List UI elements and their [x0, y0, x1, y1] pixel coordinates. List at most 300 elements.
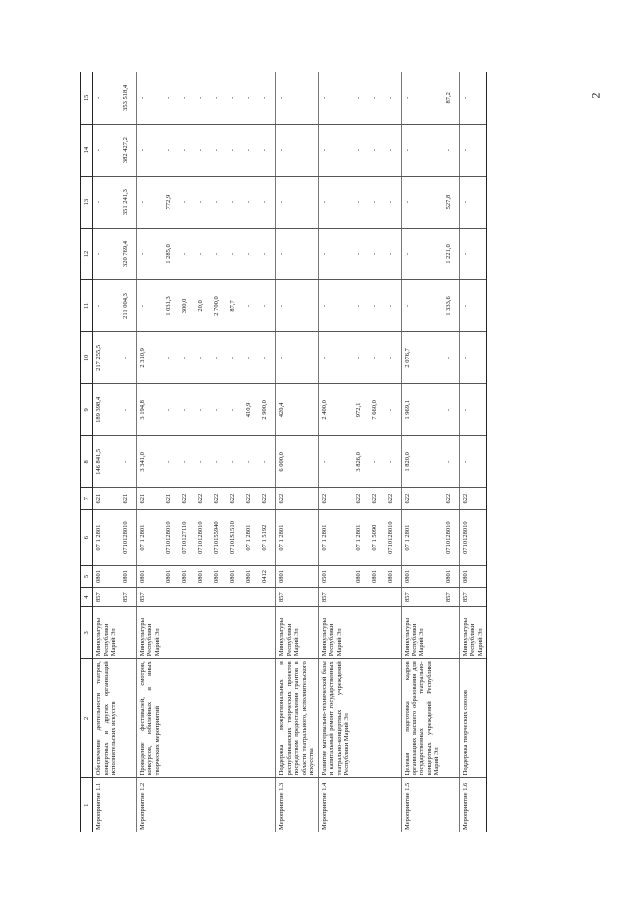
column-header: 4 — [81, 587, 93, 606]
table-cell-c5: 0801 — [353, 566, 369, 588]
table-cell-c5: 0801 — [385, 566, 402, 588]
table-cell-c10: 2 310,9 — [136, 332, 163, 384]
table-cell-c4 — [369, 587, 385, 606]
table-cell-c8: - — [120, 436, 137, 488]
table-cell-c10: - — [459, 332, 486, 384]
table-cell-c14: - — [318, 124, 352, 176]
table-cell-c8: - — [163, 436, 179, 488]
table-cell-c13: - — [211, 176, 227, 228]
table-cell-c7: 622 — [401, 488, 443, 510]
table-cell-c1 — [163, 778, 179, 832]
table-cell-c5: 0801 — [243, 566, 259, 588]
table-cell-c6: 07 1 2801 — [318, 509, 352, 565]
table-cell-c7: 622 — [459, 488, 486, 510]
table-cell-c10: - — [276, 332, 318, 384]
table-cell-c14: - — [93, 124, 120, 176]
table-cell-c10: - — [179, 332, 195, 384]
table-cell-c3: Минкультуры Республики Марий Эл — [276, 607, 318, 659]
table-cell-c14: - — [369, 124, 385, 176]
table-cell-c10: - — [243, 332, 259, 384]
table-cell-c3: Минкультуры Республики Марий Эл — [318, 607, 352, 659]
table-cell-c6: 0710128010 — [443, 509, 460, 565]
table-cell-c4 — [163, 587, 179, 606]
table-cell-c8: - — [211, 436, 227, 488]
table-cell-c5: 0801 — [136, 566, 163, 588]
table-cell-c9: - — [443, 384, 460, 436]
table-cell-c4: 857 — [120, 587, 137, 606]
table-cell-c11: 2 700,0 — [211, 280, 227, 332]
table-cell-c5: 0801 — [443, 566, 460, 588]
table-cell-c5: 0412 — [259, 566, 276, 588]
table-cell-c6: 07 1 2801 — [93, 509, 120, 565]
table-cell-c9: 410,9 — [243, 384, 259, 436]
column-header: 13 — [81, 176, 93, 228]
table-cell-c1 — [259, 778, 276, 832]
table-cell-c12: - — [318, 228, 352, 280]
table-cell-c6: 07 1 2801 — [136, 509, 163, 565]
table-cell-c12: - — [353, 228, 369, 280]
table-cell-c6: 0710128010 — [120, 509, 137, 565]
column-header: 12 — [81, 228, 93, 280]
table-cell-c15: - — [195, 72, 211, 124]
table-cell-c3 — [443, 607, 460, 659]
table-cell-c2 — [227, 659, 243, 778]
table-cell-c1 — [195, 778, 211, 832]
table-cell-c15: - — [353, 72, 369, 124]
table-cell-c8: - — [459, 436, 486, 488]
table-row — [459, 72, 486, 832]
table-cell-c14: - — [227, 124, 243, 176]
table-cell-c9: 189 398,4 — [93, 384, 120, 436]
table-cell-c14: - — [163, 124, 179, 176]
column-header: 9 — [81, 384, 93, 436]
table-cell-c14: 382 427,2 — [120, 124, 137, 176]
table-cell-c12: - — [211, 228, 227, 280]
table-cell-c5: 0501 — [318, 566, 352, 588]
table-cell-c7: 622 — [318, 488, 352, 510]
table-cell-c11: - — [369, 280, 385, 332]
table-cell-c5: 0801 — [401, 566, 443, 588]
table-cell-c8: 6 000,0 — [276, 436, 318, 488]
table-cell-c4 — [243, 587, 259, 606]
table-row — [195, 72, 211, 832]
table-cell-c1: Мероприятие 1.2 — [136, 778, 163, 832]
table-cell-c5: 0801 — [227, 566, 243, 588]
table-cell-c9: 972,1 — [353, 384, 369, 436]
table-cell-c11: - — [136, 280, 163, 332]
table-cell-c2 — [369, 659, 385, 778]
table-cell-c6: 07 1 2801 — [276, 509, 318, 565]
table-cell-c14: - — [459, 124, 486, 176]
table-cell-c3 — [259, 607, 276, 659]
table-cell-c7: 622 — [259, 488, 276, 510]
table-cell-c15: - — [259, 72, 276, 124]
table-cell-c15: - — [243, 72, 259, 124]
table-cell-c6: 07 1 5090 — [369, 509, 385, 565]
table-cell-c10: 2 076,7 — [401, 332, 443, 384]
table-cell-c3 — [369, 607, 385, 659]
table-cell-c12: - — [227, 228, 243, 280]
table-cell-c2 — [179, 659, 195, 778]
table-cell-c6: 07 1 2801 — [353, 509, 369, 565]
table-cell-c2: Развитие материально-технической базы и капитальный ремонт государственных театрально-концертных учреждений Республики Марий Эл — [318, 659, 352, 778]
table-cell-c8: 146 841,5 — [93, 436, 120, 488]
table-cell-c10: - — [443, 332, 460, 384]
table-cell-c5: 0801 — [276, 566, 318, 588]
table-row — [211, 72, 227, 832]
table-cell-c8: - — [443, 436, 460, 488]
table-cell-c7: 622 — [385, 488, 402, 510]
table-cell-c10: - — [369, 332, 385, 384]
table-cell-c13: - — [227, 176, 243, 228]
table-cell-c14: - — [243, 124, 259, 176]
table-row — [243, 72, 259, 832]
table-cell-c3 — [353, 607, 369, 659]
table-cell-c13: 351 241,3 — [120, 176, 137, 228]
table-cell-c1 — [369, 778, 385, 832]
table-cell-c10: - — [259, 332, 276, 384]
table-cell-c10: - — [163, 332, 179, 384]
page-number: 2 — [588, 92, 603, 99]
table-cell-c1: Мероприятие 1.3 — [276, 778, 318, 832]
table-row — [93, 72, 120, 832]
rotated-table-container — [80, 72, 560, 832]
header-row — [81, 72, 93, 832]
table-cell-c3: Минкультуры Республики Марий Эл — [136, 607, 163, 659]
table-cell-c7: 622 — [353, 488, 369, 510]
table-cell-c1: Мероприятие 1.1 — [93, 778, 120, 832]
table-cell-c1 — [443, 778, 460, 832]
table-cell-c12: - — [195, 228, 211, 280]
table-cell-c5: 0801 — [195, 566, 211, 588]
table-cell-c15: - — [136, 72, 163, 124]
table-cell-c1 — [211, 778, 227, 832]
table-cell-c12: 1 221,0 — [443, 228, 460, 280]
table-cell-c11: - — [276, 280, 318, 332]
table-cell-c1 — [243, 778, 259, 832]
table-cell-c7: 622 — [443, 488, 460, 510]
table-cell-c5: 0801 — [211, 566, 227, 588]
table-cell-c2 — [195, 659, 211, 778]
table-cell-c15: - — [93, 72, 120, 124]
table-cell-c13: - — [195, 176, 211, 228]
table-row — [443, 72, 460, 832]
table-cell-c8: - — [179, 436, 195, 488]
column-header: 7 — [81, 488, 93, 510]
table-cell-c5: 0801 — [93, 566, 120, 588]
table-cell-c1 — [227, 778, 243, 832]
table-cell-c11: - — [353, 280, 369, 332]
table-cell-c4 — [259, 587, 276, 606]
table-cell-c13: - — [136, 176, 163, 228]
table-cell-c15: - — [163, 72, 179, 124]
table-cell-c9: - — [120, 384, 137, 436]
table-cell-c12: - — [259, 228, 276, 280]
table-cell-c4 — [385, 587, 402, 606]
table-cell-c4 — [195, 587, 211, 606]
table-cell-c1: Мероприятие 1.4 — [318, 778, 352, 832]
table-cell-c4: 857 — [93, 587, 120, 606]
table-cell-c14: - — [136, 124, 163, 176]
table-cell-c8: - — [369, 436, 385, 488]
table-cell-c9: 7 660,0 — [369, 384, 385, 436]
table-cell-c15: - — [385, 72, 402, 124]
table-cell-c13: - — [259, 176, 276, 228]
table-cell-c13: 772,9 — [163, 176, 179, 228]
table-cell-c1: Мероприятие 1.6 — [459, 778, 486, 832]
table-cell-c7: 622 — [227, 488, 243, 510]
table-cell-c1 — [385, 778, 402, 832]
table-cell-c13: - — [401, 176, 443, 228]
table-cell-c9: 2 400,0 — [318, 384, 352, 436]
table-cell-c12: - — [179, 228, 195, 280]
table-cell-c6: 07 1 2801 — [243, 509, 259, 565]
table-cell-c2: Обеспечение деятельности театров, концертных и других организаций исполнительских искусств — [93, 659, 120, 778]
table-cell-c4 — [179, 587, 195, 606]
table-cell-c3 — [385, 607, 402, 659]
table-cell-c8: - — [318, 436, 352, 488]
table-cell-c12: - — [459, 228, 486, 280]
table-cell-c14: - — [401, 124, 443, 176]
table-cell-c2: Поддержка творческих союзов — [459, 659, 486, 778]
table-row — [276, 72, 318, 832]
table-cell-c10: - — [120, 332, 137, 384]
table-cell-c15: - — [276, 72, 318, 124]
table-cell-c2 — [353, 659, 369, 778]
table-cell-c6: 07 1 2801 — [401, 509, 443, 565]
table-cell-c6: 07101S1510 — [227, 509, 243, 565]
table-cell-c8: - — [195, 436, 211, 488]
table-cell-c9: - — [459, 384, 486, 436]
table-cell-c15: 353 518,4 — [120, 72, 137, 124]
table-cell-c6: 0710128010 — [459, 509, 486, 565]
table-cell-c4 — [353, 587, 369, 606]
table-cell-c6: 0710128010 — [385, 509, 402, 565]
table-row — [179, 72, 195, 832]
table-cell-c2: Проведение фестивалей, смотров, конкурсов, юбилейных и иных творческих мероприятий — [136, 659, 163, 778]
table-cell-c2 — [385, 659, 402, 778]
table-cell-c2 — [211, 659, 227, 778]
table-cell-c9: 420,4 — [276, 384, 318, 436]
table-cell-c15: - — [318, 72, 352, 124]
table-cell-c12: - — [136, 228, 163, 280]
table-cell-c6: 0710155940 — [211, 509, 227, 565]
table-cell-c11: 1 333,6 — [443, 280, 460, 332]
table-cell-c4 — [211, 587, 227, 606]
table-cell-c13: - — [243, 176, 259, 228]
column-header: 11 — [81, 280, 93, 332]
table-cell-c10: - — [227, 332, 243, 384]
table-cell-c6: 0710127110 — [179, 509, 195, 565]
table-cell-c15: - — [227, 72, 243, 124]
table-cell-c11: 1 031,3 — [163, 280, 179, 332]
budget-table — [80, 72, 487, 832]
table-cell-c12: - — [93, 228, 120, 280]
table-cell-c5: 0801 — [163, 566, 179, 588]
table-cell-c11: - — [93, 280, 120, 332]
table-cell-c7: 621 — [163, 488, 179, 510]
column-header: 15 — [81, 72, 93, 124]
table-cell-c9: 3 194,8 — [136, 384, 163, 436]
table-cell-c2 — [163, 659, 179, 778]
table-row — [369, 72, 385, 832]
table-cell-c4 — [227, 587, 243, 606]
table-cell-c11: - — [385, 280, 402, 332]
column-header: 14 — [81, 124, 93, 176]
table-cell-c8: - — [259, 436, 276, 488]
table-row — [401, 72, 443, 832]
table-cell-c7: 622 — [243, 488, 259, 510]
table-cell-c4: 857 — [276, 587, 318, 606]
table-cell-c7: 622 — [179, 488, 195, 510]
column-header: 6 — [81, 509, 93, 565]
table-cell-c13: 527,8 — [443, 176, 460, 228]
table-cell-c11: 87,7 — [227, 280, 243, 332]
column-header: 5 — [81, 566, 93, 588]
table-cell-c14: - — [211, 124, 227, 176]
table-cell-c3 — [243, 607, 259, 659]
table-row — [353, 72, 369, 832]
table-cell-c2: Поддержка межрегиональных и республиканских творческих проектов посредством предоставления грантов в области театрального, исполнительского искусства — [276, 659, 318, 778]
table-cell-c4: 857 — [136, 587, 163, 606]
table-cell-c8: - — [243, 436, 259, 488]
table-row — [120, 72, 137, 832]
table-cell-c9: - — [385, 384, 402, 436]
table-cell-c6: 0710128010 — [195, 509, 211, 565]
table-cell-c15: 87,2 — [443, 72, 460, 124]
table-cell-c8: - — [385, 436, 402, 488]
table-cell-c13: - — [369, 176, 385, 228]
table-cell-c8: - — [227, 436, 243, 488]
table-cell-c15: - — [179, 72, 195, 124]
table-cell-c2 — [443, 659, 460, 778]
table-cell-c11: - — [318, 280, 352, 332]
table-cell-c5: 0801 — [120, 566, 137, 588]
table-cell-c2 — [259, 659, 276, 778]
table-cell-c11: - — [243, 280, 259, 332]
table-cell-c14: - — [259, 124, 276, 176]
table-cell-c8: 3 826,0 — [353, 436, 369, 488]
table-cell-c13: - — [353, 176, 369, 228]
table-cell-c5: 0801 — [459, 566, 486, 588]
table-cell-c7: 622 — [195, 488, 211, 510]
column-header: 3 — [81, 607, 93, 659]
table-cell-c9: - — [179, 384, 195, 436]
table-cell-c15: - — [401, 72, 443, 124]
table-cell-c3 — [195, 607, 211, 659]
table-cell-c10: - — [195, 332, 211, 384]
table-row — [227, 72, 243, 832]
table-cell-c1 — [179, 778, 195, 832]
table-cell-c2 — [120, 659, 137, 778]
table-cell-c7: 622 — [369, 488, 385, 510]
table-cell-c3 — [120, 607, 137, 659]
table-cell-c4: 857 — [401, 587, 443, 606]
table-cell-c4: 857 — [318, 587, 352, 606]
table-cell-c12: - — [243, 228, 259, 280]
table-cell-c3: Минкультуры Республики Марий Эл — [459, 607, 486, 659]
column-header: 8 — [81, 436, 93, 488]
table-cell-c3 — [163, 607, 179, 659]
table-cell-c4: 857 — [459, 587, 486, 606]
table-cell-c9: - — [227, 384, 243, 436]
table-cell-c9: - — [163, 384, 179, 436]
table-cell-c9: - — [211, 384, 227, 436]
table-cell-c12: - — [369, 228, 385, 280]
table-cell-c7: 621 — [120, 488, 137, 510]
table-row — [259, 72, 276, 832]
column-header: 10 — [81, 332, 93, 384]
table-cell-c8: 3 341,0 — [136, 436, 163, 488]
table-cell-c12: - — [401, 228, 443, 280]
table-row — [318, 72, 352, 832]
table-cell-c7: 621 — [93, 488, 120, 510]
table-cell-c1 — [120, 778, 137, 832]
table-cell-c6: 0710128010 — [163, 509, 179, 565]
table-body — [93, 72, 487, 832]
table-cell-c3: Минкультуры Республики Марий Эл — [93, 607, 120, 659]
table-cell-c14: - — [276, 124, 318, 176]
table-cell-c13: - — [459, 176, 486, 228]
table-cell-c9: 2 900,0 — [259, 384, 276, 436]
table-cell-c12: - — [385, 228, 402, 280]
table-cell-c3 — [227, 607, 243, 659]
table-cell-c12: 320 769,4 — [120, 228, 137, 280]
table-cell-c3 — [211, 607, 227, 659]
table-cell-c14: - — [179, 124, 195, 176]
table-cell-c6: 07 1 5192 — [259, 509, 276, 565]
table-cell-c5: 0801 — [179, 566, 195, 588]
table-cell-c10: - — [385, 332, 402, 384]
table-cell-c11: 300,0 — [179, 280, 195, 332]
table-cell-c1 — [353, 778, 369, 832]
table-cell-c10: - — [353, 332, 369, 384]
table-cell-c13: - — [318, 176, 352, 228]
table-cell-c1: Мероприятие 1.5 — [401, 778, 443, 832]
table-cell-c10: - — [211, 332, 227, 384]
table-cell-c11: 211 004,3 — [120, 280, 137, 332]
table-cell-c7: 622 — [276, 488, 318, 510]
table-cell-c7: 621 — [136, 488, 163, 510]
table-row — [385, 72, 402, 832]
table-cell-c2 — [243, 659, 259, 778]
table-cell-c10: - — [318, 332, 352, 384]
table-cell-c9: - — [195, 384, 211, 436]
table-row — [136, 72, 163, 832]
table-cell-c11: - — [459, 280, 486, 332]
table-cell-c15: - — [369, 72, 385, 124]
table-cell-c3: Минкультуры Республики Марий Эл — [401, 607, 443, 659]
table-cell-c9: 1 969,1 — [401, 384, 443, 436]
table-cell-c14: - — [385, 124, 402, 176]
column-header: 2 — [81, 659, 93, 778]
table-cell-c14: - — [195, 124, 211, 176]
table-cell-c11: - — [401, 280, 443, 332]
table-cell-c15: - — [211, 72, 227, 124]
table-cell-c13: - — [385, 176, 402, 228]
table-cell-c13: - — [93, 176, 120, 228]
table-cell-c2: Целевая подготовка кадров организациях высшего образования для государственных театрально-концертных учреждений Республики Марий Эл — [401, 659, 443, 778]
table-cell-c12: 1 285,0 — [163, 228, 179, 280]
table-cell-c13: - — [179, 176, 195, 228]
table-cell-c14: - — [443, 124, 460, 176]
table-cell-c11: 20,0 — [195, 280, 211, 332]
column-header: 1 — [81, 778, 93, 832]
table-cell-c15: - — [459, 72, 486, 124]
table-cell-c10: 217 255,5 — [93, 332, 120, 384]
table-cell-c14: - — [353, 124, 369, 176]
table-row — [163, 72, 179, 832]
